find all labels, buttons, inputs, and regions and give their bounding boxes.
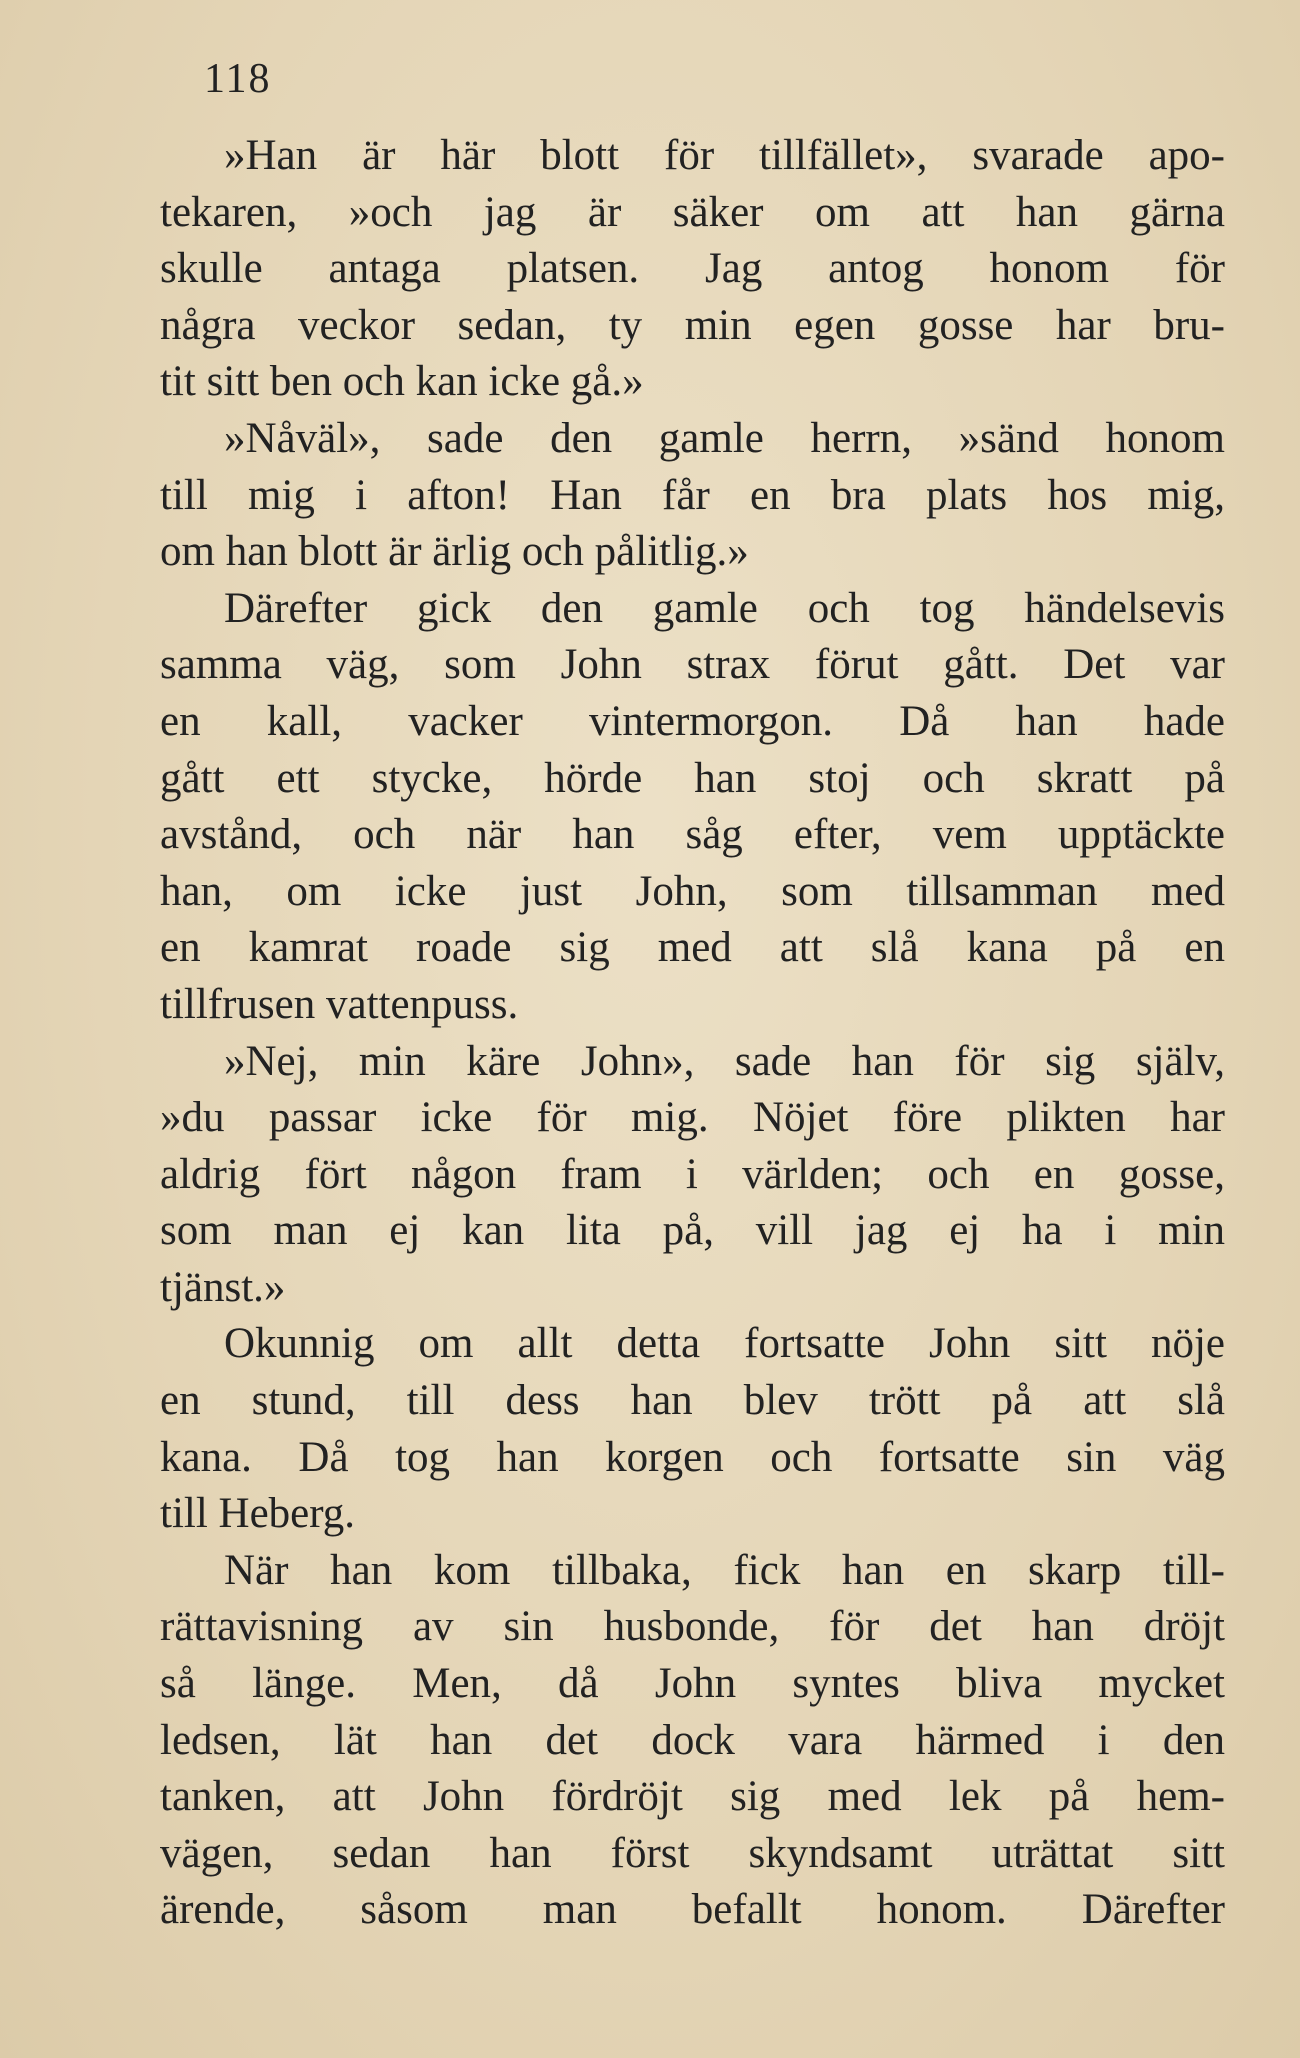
text-line: om han blott är ärlig och pålitlig.» xyxy=(160,528,749,576)
text-line: tjänst.» xyxy=(160,1263,286,1311)
text-line: vägen, sedan han först skyndsamt uträttat sitt xyxy=(160,1829,1225,1877)
text-line: »du passar icke för mig. Nöjet före plikten har xyxy=(160,1094,1225,1142)
text-line: samma väg, som John strax förut gått. Det var xyxy=(160,641,1225,689)
text-line: han, om icke just John, som tillsamman med xyxy=(160,867,1225,915)
text-line: När han kom tillbaka, fick han en skarp till- xyxy=(224,1546,1225,1594)
text-line: ledsen, lät han det dock vara härmed i den xyxy=(160,1716,1225,1764)
text-line: Okunnig om allt detta fortsatte John sitt nöje xyxy=(224,1320,1225,1368)
text-line: aldrig fört någon fram i världen; och en gosse, xyxy=(160,1150,1225,1198)
text-line: kana. Då tog han korgen och fortsatte sin väg xyxy=(160,1433,1225,1481)
text-line: till mig i afton! Han får en bra plats hos mig, xyxy=(160,471,1225,519)
text-line: så länge. Men, då John syntes bliva mycket xyxy=(160,1660,1225,1708)
text-line: tanken, att John fördröjt sig med lek på hem- xyxy=(160,1773,1225,1821)
text-line: skulle antaga platsen. Jag antog honom för xyxy=(160,245,1225,293)
text-line: några veckor sedan, ty min egen gosse har bru- xyxy=(160,301,1225,349)
text-line: »Nej, min käre John», sade han för sig själv, xyxy=(224,1037,1225,1085)
text-line: gått ett stycke, hörde han stoj och skratt på xyxy=(160,754,1225,802)
text-line: »Han är här blott för tillfället», svarade apo- xyxy=(224,132,1225,179)
text-line: Därefter gick den gamle och tog händelsevis xyxy=(224,584,1225,632)
text-line: »Nåväl», sade den gamle herrn, »sänd honom xyxy=(224,414,1225,462)
text-line: tekaren, »och jag är säker om att han gärna xyxy=(160,188,1225,236)
page-number: 118 xyxy=(204,56,272,102)
text-line: som man ej kan lita på, vill jag ej ha i min xyxy=(160,1207,1225,1255)
text-line: en stund, till dess han blev trött på att slå xyxy=(160,1377,1225,1425)
text-line: en kall, vacker vintermorgon. Då han hade xyxy=(160,697,1225,745)
body-text xyxy=(160,128,1225,1939)
text-line: tit sitt ben och kan icke gå.» xyxy=(160,358,644,406)
text-line: ärende, såsom man befallt honom. Därefter xyxy=(160,1886,1225,1934)
text-line: rättavisning av sin husbonde, för det han dröjt xyxy=(160,1603,1225,1651)
text-line: tillfrusen vattenpuss. xyxy=(160,980,519,1028)
text-line: en kamrat roade sig med att slå kana på en xyxy=(160,924,1225,972)
text-line: till Heberg. xyxy=(160,1490,356,1538)
text-line: avstånd, och när han såg efter, vem upptäckte xyxy=(160,811,1225,859)
